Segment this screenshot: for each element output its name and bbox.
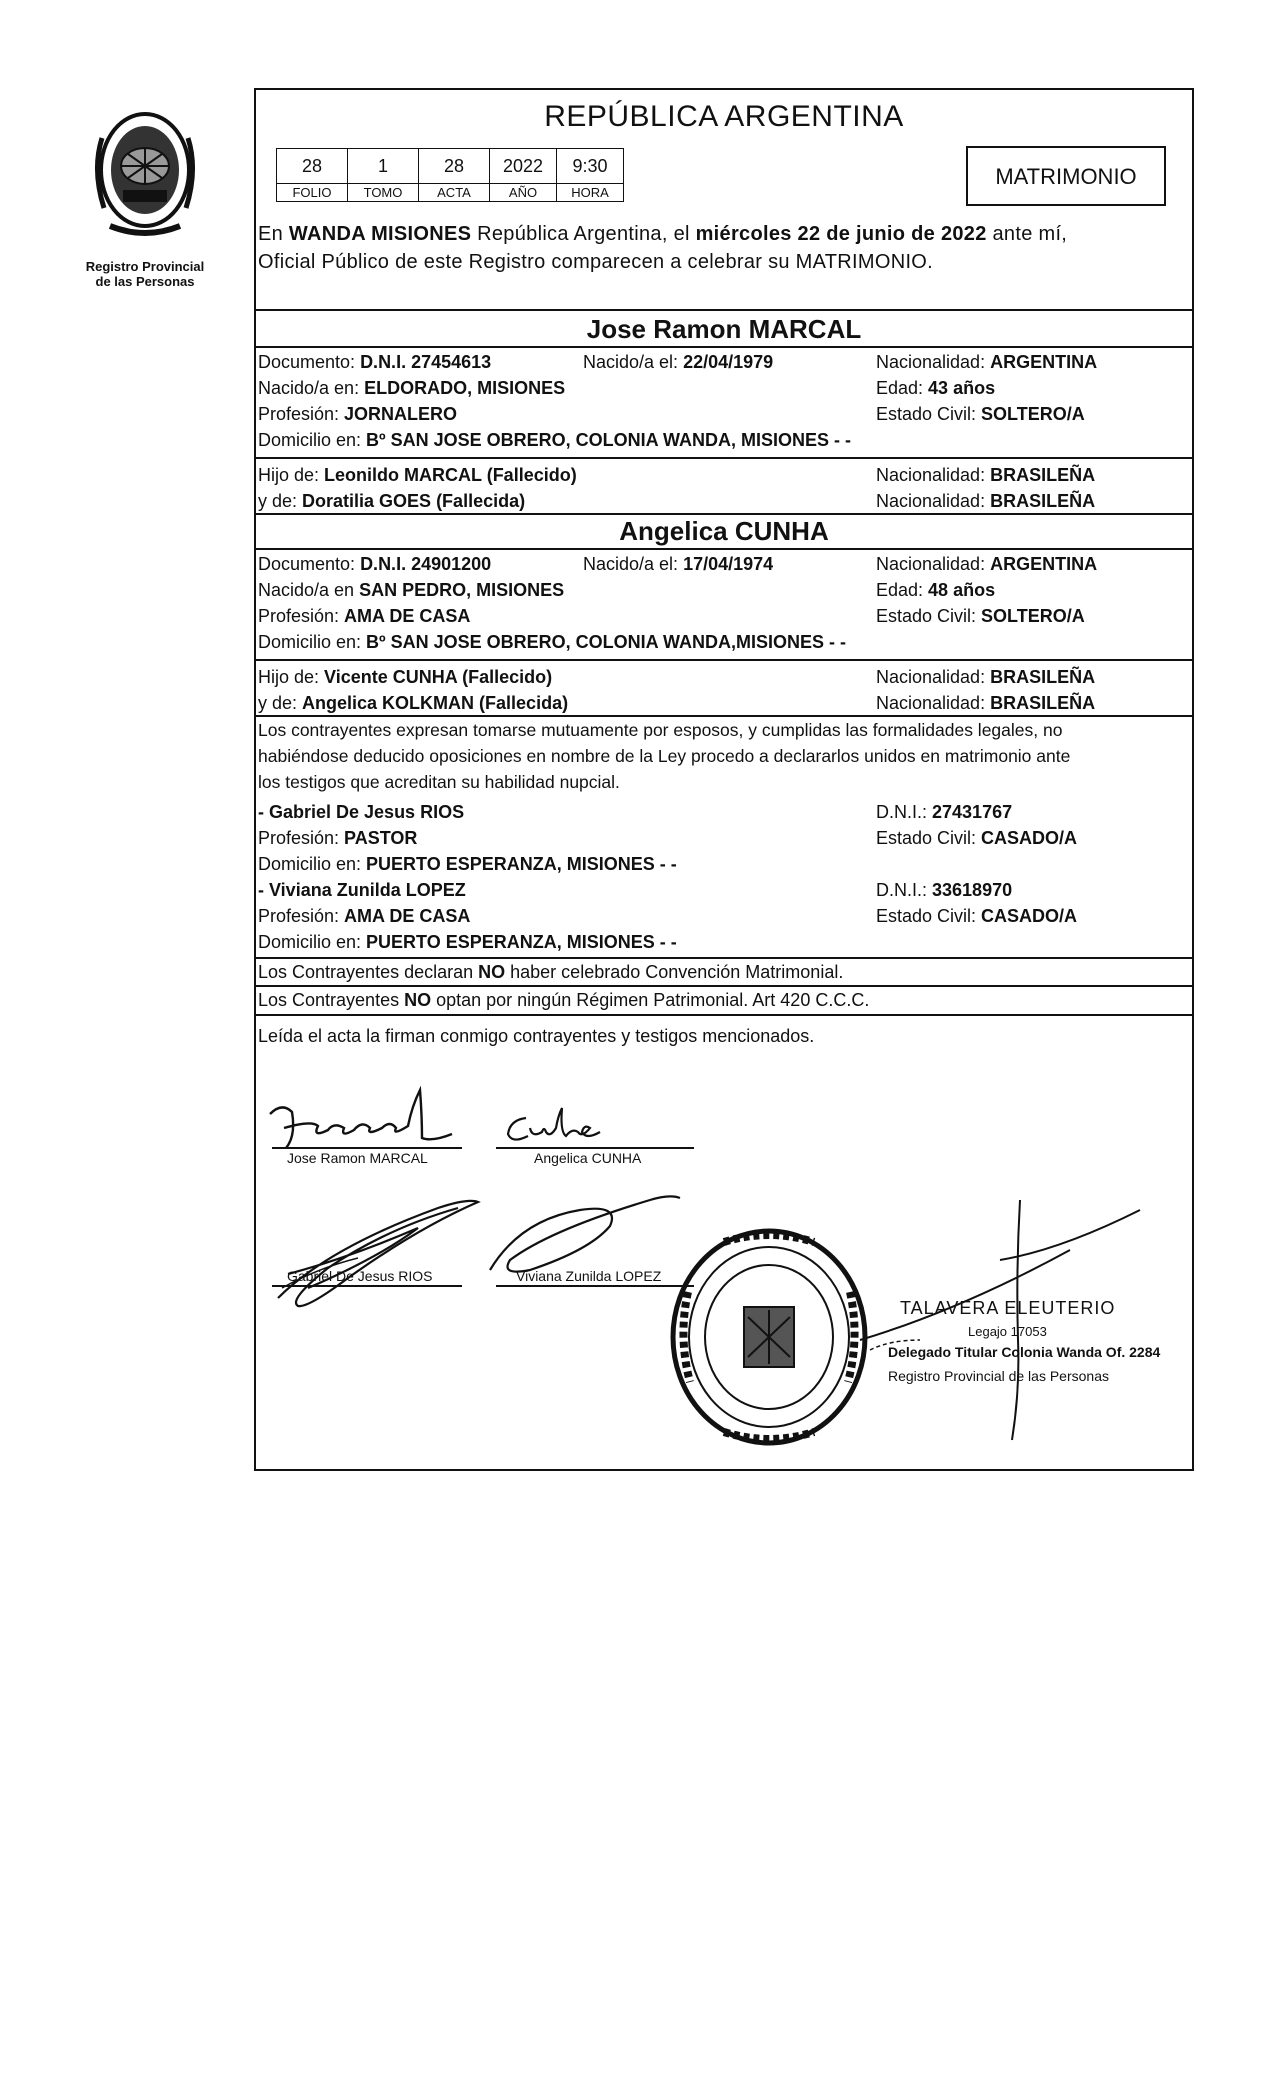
intro-paragraph: [258, 220, 1188, 276]
spouse1-document: [258, 350, 491, 374]
value: CASADO/A: [981, 906, 1078, 926]
label: Profesión:: [258, 404, 345, 424]
spouse1-father-nationality: [876, 463, 1095, 487]
label: y de:: [258, 491, 303, 511]
seal-caption-line2: de las Personas: [95, 274, 195, 289]
declaration-line3: los testigos que acreditan su habilidad nupcial.: [258, 772, 620, 792]
intro-line2: Oficial Público de este Registro comparecen a celebrar su MATRIMONIO.: [258, 251, 934, 273]
divider: [254, 513, 1194, 515]
text: haber celebrado Convención Matrimonial.: [505, 962, 844, 982]
record-fields-table: [276, 148, 624, 202]
declaration-line1: Los contrayentes expresan tomarse mutuamente por esposos, y cumplidas las formalidades legales, no: [258, 720, 1063, 740]
label: Nacionalidad:: [876, 352, 991, 372]
value: Doratilia GOES (Fallecida): [302, 491, 526, 511]
closing-statement: Leída el acta la firman conmigo contrayentes y testigos mencionados.: [258, 1026, 815, 1046]
value: 48 años: [928, 580, 996, 600]
registry-seal: [70, 108, 220, 289]
official-office: Registro Provincial de las Personas: [888, 1368, 1109, 1384]
value: ARGENTINA: [990, 352, 1098, 372]
label: Nacionalidad:: [876, 554, 991, 574]
folio-value: 28: [277, 149, 348, 184]
emphasis: NO: [478, 962, 506, 982]
intro-date: miércoles 22 de junio de 2022: [695, 223, 987, 245]
value: ARGENTINA: [990, 554, 1098, 574]
witness2-dni: [876, 878, 1012, 902]
label: Profesión:: [258, 828, 345, 848]
tomo-label: TOMO: [348, 184, 419, 202]
year-label: AÑO: [490, 184, 557, 202]
spouse1-mother: [258, 489, 525, 513]
spouse2-birthplace: [258, 578, 564, 602]
label: Hijo de:: [258, 465, 325, 485]
label: Estado Civil:: [876, 404, 982, 424]
text: optan por ningún Régimen Patrimonial. Art 420 C.C.C.: [431, 990, 870, 1010]
label: Edad:: [876, 378, 929, 398]
acta-value: 28: [419, 149, 490, 184]
value: - Gabriel De Jesus RIOS: [258, 802, 465, 822]
divider: [254, 957, 1194, 959]
spouse1-father: [258, 463, 577, 487]
label: Estado Civil:: [876, 906, 982, 926]
spouse1-profession: [258, 402, 457, 426]
divider: [254, 1014, 1194, 1016]
value: BRASILEÑA: [990, 667, 1096, 687]
label: Domicilio en:: [258, 854, 367, 874]
value: BRASILEÑA: [990, 491, 1096, 511]
regime-line2: [258, 988, 869, 1012]
value: Angelica KOLKMAN (Fallecida): [302, 693, 569, 713]
label: Nacionalidad:: [876, 693, 991, 713]
spouse1-birthplace: [258, 376, 565, 400]
seal-caption-line1: Registro Provincial: [85, 259, 205, 274]
act-type-box: MATRIMONIO: [966, 146, 1166, 206]
spouse1-address: [258, 428, 851, 452]
signature-label-spouse2: Angelica CUNHA: [534, 1150, 642, 1166]
witness1-address: [258, 852, 677, 876]
witness1-civil-status: [876, 826, 1077, 850]
value: PUERTO ESPERANZA, MISIONES - -: [366, 854, 677, 874]
regime-line1: [258, 960, 843, 984]
value: PUERTO ESPERANZA, MISIONES - -: [366, 932, 677, 952]
text: Los Contrayentes declaran: [258, 962, 479, 982]
label: Domicilio en:: [258, 430, 367, 450]
value: CASADO/A: [981, 828, 1078, 848]
spouse2-name: Angelica CUNHA: [619, 516, 829, 546]
value: Leonildo MARCAL (Fallecido): [324, 465, 577, 485]
label: Estado Civil:: [876, 828, 982, 848]
signature-label-spouse1: Jose Ramon MARCAL: [287, 1150, 428, 1166]
value: D.N.I. 24901200: [360, 554, 492, 574]
value: SAN PEDRO, MISIONES: [359, 580, 565, 600]
value: BRASILEÑA: [990, 693, 1096, 713]
intro-place: WANDA MISIONES: [288, 223, 472, 245]
intro-text-b: República Argentina, el: [471, 223, 696, 245]
emphasis: NO: [404, 990, 432, 1010]
spouse1-name: Jose Ramon MARCAL: [586, 314, 862, 344]
label: Nacido/a el:: [583, 352, 684, 372]
witness1-profession: [258, 826, 417, 850]
value: 22/04/1979: [683, 352, 774, 372]
label: Nacido/a en: [258, 580, 360, 600]
value: Bº SAN JOSE OBRERO, COLONIA WANDA,MISIONES - -: [366, 632, 846, 652]
signature-line: [496, 1147, 694, 1149]
label: Nacionalidad:: [876, 667, 991, 687]
label: Documento:: [258, 554, 361, 574]
spouse2-mother-nationality: [876, 691, 1095, 715]
time-label: HORA: [557, 184, 624, 202]
label: Profesión:: [258, 606, 345, 626]
value: 43 años: [928, 378, 996, 398]
witness2-civil-status: [876, 904, 1077, 928]
document-title: REPÚBLICA ARGENTINA: [544, 100, 904, 133]
signature-label-witness1: Gabriel De Jesus RIOS: [287, 1268, 433, 1284]
province-emblem-icon: [90, 108, 200, 248]
value: JORNALERO: [344, 404, 458, 424]
signature-official: [840, 1190, 1180, 1450]
value: ELDORADO, MISIONES: [364, 378, 566, 398]
signature-angelica-cunha: [496, 1098, 626, 1154]
value: SOLTERO/A: [981, 404, 1085, 424]
value: - Viviana Zunilda LOPEZ: [258, 880, 466, 900]
spouse2-document: [258, 552, 491, 576]
divider: [254, 346, 1194, 348]
record-values-row: [277, 149, 624, 184]
spouse2-nationality: [876, 552, 1097, 576]
label: Profesión:: [258, 906, 345, 926]
value: SOLTERO/A: [981, 606, 1085, 626]
witness1-dni: [876, 800, 1012, 824]
divider: [254, 659, 1194, 661]
signature-line: [272, 1147, 462, 1149]
label: y de:: [258, 693, 303, 713]
text: Los Contrayentes: [258, 990, 405, 1010]
tomo-value: 1: [348, 149, 419, 184]
divider: [254, 457, 1194, 459]
folio-label: FOLIO: [277, 184, 348, 202]
label: Domicilio en:: [258, 632, 367, 652]
value: AMA DE CASA: [344, 906, 471, 926]
official-name: TALAVERA ELEUTERIO: [900, 1298, 1116, 1318]
spouse2-father: [258, 665, 552, 689]
official-legajo: Legajo 17053: [968, 1324, 1047, 1339]
spouse2-birthdate: [583, 552, 773, 576]
intro-text-a: En: [258, 223, 289, 245]
official-role: Delegado Titular Colonia Wanda Of. 2284: [888, 1344, 1161, 1360]
label: Domicilio en:: [258, 932, 367, 952]
label: Hijo de:: [258, 667, 325, 687]
witness2-name: [258, 878, 466, 902]
divider: [254, 309, 1194, 311]
label: D.N.I.:: [876, 880, 933, 900]
value: 17/04/1974: [683, 554, 774, 574]
spouse2-address: [258, 630, 846, 654]
time-value: 9:30: [557, 149, 624, 184]
label: D.N.I.:: [876, 802, 933, 822]
label: Nacido/a el:: [583, 554, 684, 574]
signature-line: [272, 1285, 462, 1287]
year-value: 2022: [490, 149, 557, 184]
label: Documento:: [258, 352, 361, 372]
divider: [254, 985, 1194, 987]
value: PASTOR: [344, 828, 418, 848]
spouse1-age: [876, 376, 995, 400]
value: BRASILEÑA: [990, 465, 1096, 485]
declaration-line2: habiéndose deducido oposiciones en nombre de la Ley procedo a declararlos unidos en matrimonio ante: [258, 746, 1071, 766]
label: Nacionalidad:: [876, 491, 991, 511]
spouse1-civil-status: [876, 402, 1085, 426]
value: AMA DE CASA: [344, 606, 471, 626]
spouse2-civil-status: [876, 604, 1085, 628]
value: Vicente CUNHA (Fallecido): [324, 667, 553, 687]
intro-line1: [258, 220, 1188, 248]
label: Nacionalidad:: [876, 465, 991, 485]
value: 27431767: [932, 802, 1013, 822]
spouse2-profession: [258, 604, 470, 628]
witness2-profession: [258, 904, 470, 928]
value: Bº SAN JOSE OBRERO, COLONIA WANDA, MISIONES - -: [366, 430, 851, 450]
acta-label: ACTA: [419, 184, 490, 202]
spouse2-age: [876, 578, 995, 602]
spouse2-mother: [258, 691, 568, 715]
value: 33618970: [932, 880, 1013, 900]
divider: [254, 548, 1194, 550]
record-labels-row: [277, 184, 624, 202]
value: D.N.I. 27454613: [360, 352, 492, 372]
spouse2-father-nationality: [876, 665, 1095, 689]
spouse1-birthdate: [583, 350, 773, 374]
label: Edad:: [876, 580, 929, 600]
intro-text-c: ante mí,: [986, 223, 1068, 245]
label: Estado Civil:: [876, 606, 982, 626]
signature-gabriel-de-jesus-rios: [268, 1188, 488, 1318]
witness1-name: [258, 800, 464, 824]
signature-label-witness2: Viviana Zunilda LOPEZ: [516, 1268, 662, 1284]
declaration-paragraph: [258, 717, 1188, 795]
witness2-address: [258, 930, 677, 954]
label: Nacido/a en:: [258, 378, 365, 398]
spouse1-mother-nationality: [876, 489, 1095, 513]
spouse1-nationality: [876, 350, 1097, 374]
